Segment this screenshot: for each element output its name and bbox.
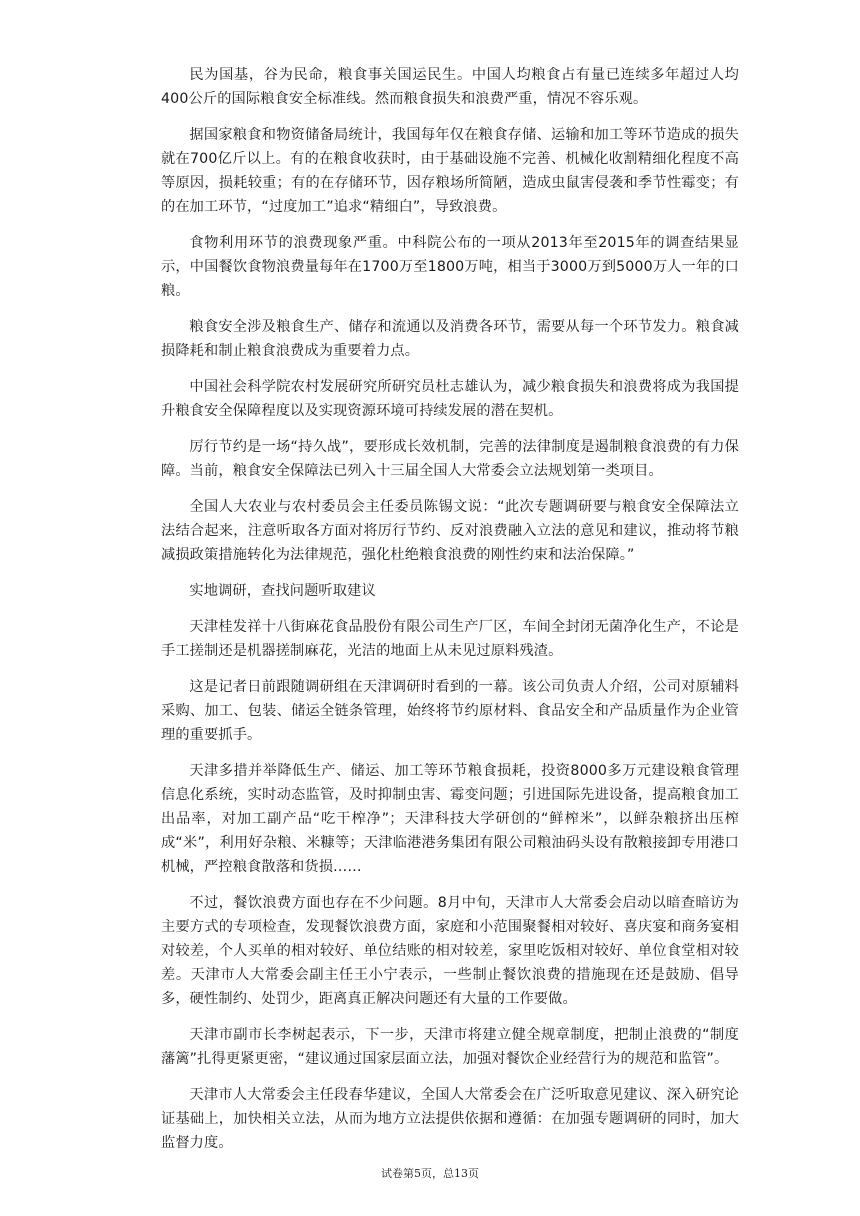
- section-heading: 实地调研，查找问题听取建议: [189, 583, 376, 599]
- paragraph: 粮食安全涉及粮食生产、储存和流通以及消费各环节，需要从每一个环节发力。粮食减损降耗和制止粮食浪费成为重要着力点。: [161, 319, 739, 359]
- page-footer: 试卷第5页，总13页: [381, 1167, 479, 1180]
- article-body: [161, 63, 739, 1167]
- paragraph: 不过，餐饮浪费方面也存在不少问题。8月中旬，天津市人大常委会启动以暗查暗访为主要方式的专项检查，发现餐饮浪费方面，家庭和小范围聚餐相对较好、喜庆宴和商务宴相对较差，个人买单的相对较好、单位结账的相对较差，家里吃饭相对较好、单位食堂相对较差。天津市人大常委会副主任王小宁表示，一些制止餐饮浪费的措施现在还是鼓励、倡导多，硬性制约、处罚少，距离真正解决问题还有大量的工作要做。: [161, 895, 739, 1007]
- paragraph: 全国人大农业与农村委员会主任委员陈锡文说：“此次专题调研要与粮食安全保障法立法结合起来，注意听取各方面对将厉行节约、反对浪费融入立法的意见和建议，推动将节粮减损政策措施转化为法律规范，强化杜绝粮食浪费的刚性约束和法治保障。”: [161, 499, 739, 563]
- paragraph: 这是记者日前跟随调研组在天津调研时看到的一幕。该公司负责人介绍，公司对原辅料采购、加工、包装、储运全链条管理，始终将节约原材料、食品安全和产品质量作为企业管理的重要抓手。: [161, 679, 739, 743]
- paragraph: 厉行节约是一场“持久战”，要形成长效机制，完善的法律制度是遏制粮食浪费的有力保障。当前，粮食安全保障法已列入十三届全国人大常委会立法规划第一类项目。: [161, 439, 739, 479]
- paragraph: 食物利用环节的浪费现象严重。中科院公布的一项从2013年至2015年的调查结果显示，中国餐饮食物浪费量每年在1700万至1800万吨，相当于3000万到5000万人一年的口粮。: [161, 235, 739, 299]
- paragraph: 天津市人大常委会主任段春华建议，全国人大常委会在广泛听取意见建议、深入研究论证基础上，加快相关立法，从而为地方立法提供依据和遵循：在加强专题调研的同时，加大监督力度。: [161, 1087, 739, 1151]
- paragraph: 天津多措并举降低生产、储运、加工等环节粮食损耗，投资8000多万元建设粮食管理信息化系统，实时动态监管，及时抑制虫害、霉变问题；引进国际先进设备，提高粮食加工出品率，对加工副产品“吃干榨净”；天津科技大学研创的“鲜榨米”，以鲜杂粮挤出压榨成“米”，利用好杂粮、米糠等；天津临港港务集团有限公司粮油码头设有散粮接卸专用港口机械，严控粮食散落和货损……: [161, 763, 739, 875]
- paragraph: 天津市副市长李树起表示，下一步，天津市将建立健全规章制度，把制止浪费的“制度藩篱”扎得更紧更密，“建议通过国家层面立法，加强对餐饮企业经营行为的规范和监管”。: [161, 1027, 739, 1067]
- paragraph: 中国社会科学院农村发展研究所研究员杜志雄认为，减少粮食损失和浪费将成为我国提升粮食安全保障程度以及实现资源环境可持续发展的潜在契机。: [161, 379, 739, 419]
- paragraph: 据国家粮食和物资储备局统计，我国每年仅在粮食存储、运输和加工等环节造成的损失就在700亿斤以上。有的在粮食收获时，由于基础设施不完善、机械化收割精细化程度不高等原因，损耗较重；有的在存储环节，因存粮场所简陋，造成虫鼠害侵袭和季节性霉变；有的在加工环节，“过度加工”追求“精细白”，导致浪费。: [161, 127, 739, 215]
- paragraph: 天津桂发祥十八街麻花食品股份有限公司生产厂区，车间全封闭无菌净化生产，不论是手工搓制还是机器搓制麻花，光洁的地面上从未见过原料残渣。: [161, 619, 739, 659]
- paragraph: 民为国基，谷为民命，粮食事关国运民生。中国人均粮食占有量已连续多年超过人均400公斤的国际粮食安全标准线。然而粮食损失和浪费严重，情况不容乐观。: [161, 67, 739, 107]
